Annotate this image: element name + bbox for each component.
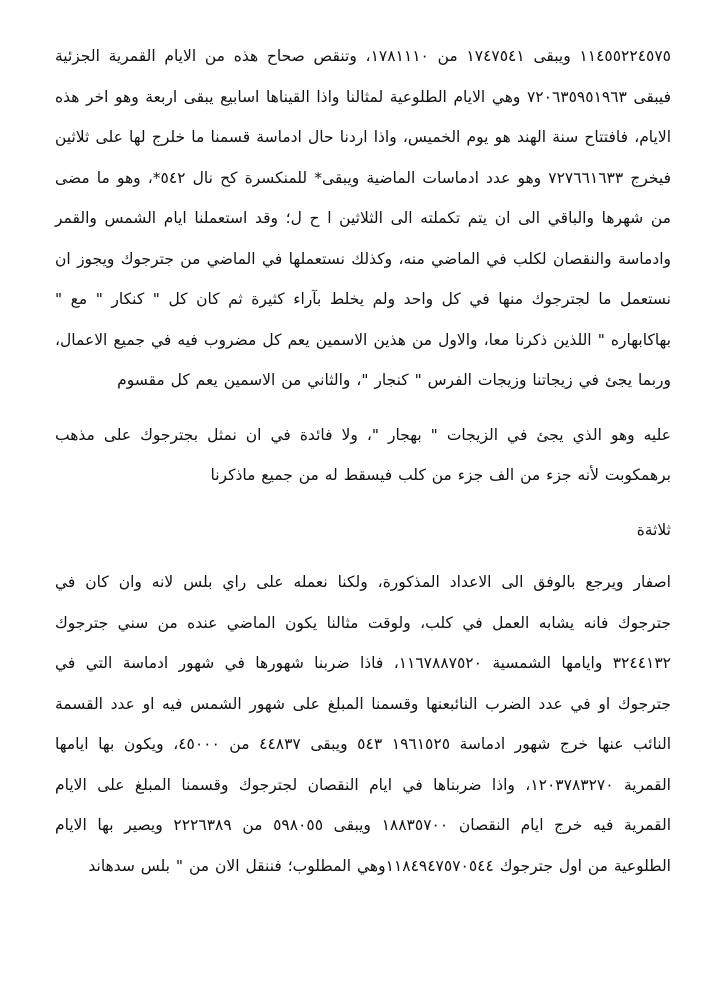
paragraph-2: عليه وهو الذي يجئ في الزيجات " بهجار "، ولا فائدة في ان نمثل بجترجوك على مذهب برهمكوبت لأنه جزء من الف جزء من كلب فيسقط له من جميع ماذكرنا — [55, 425, 671, 484]
section-heading: ثلاثةة — [636, 520, 671, 539]
paragraph-3: اصفار ويرجع بالوفق الى الاعداد المذكورة، ولكنا نعمله على راي بلس لانه وان كان في جترجوك فانه يشابه العمل في كلب، ولوقت مثالنا يكون الماضي عنده من سني جترجوك ٣٢٤٤١٣٢ وايامها الشمسية ١١٦٧٨٨٧٥٢٠، فاذا ضربنا شهورها في شهور ادماسة التي في جترجوك او في عدد الضرب النائبعنها وقسمنا المبلغ على شهور الشمس فيه او عدد القسمة النائب عنها خرج شهور ادماسة ١٩٦١٥٢٥ ٥٤٣ ويبقى ٤٤٨٣٧ من ٤٥٠٠٠، ويكون بها ايامها القمرية ١٢٠٣٧٨٣٢٧٠، واذا ضربناها في ايام النقصان لجترجوك وقسمنا المبلغ على الايام القمرية فيه خرج ايام النقصان ١٨٨٣٥٧٠٠ ويبقى ٥٩٨٠٥٥ من ٢٢٢٦٣٨٩ ويصير بها الايام الطلوعية من اول جترجوك ١١٨٤٩٤٧٥٧٠٥٤٤وهي المطلوب؛ فننقل الان من " بلس سدهاند — [55, 573, 672, 875]
document-page — [55, 36, 671, 886]
paragraph-1: ١١٤٥٥٢٢٤٥٧٥ ويبقى ١٧٤٧٥٤١ من ١٧٨١١١٠، وتنقص صحاح هذه من الايام القمرية الجزئية فيبقى ٧٢٠٦٣٥٩٥١٩٦٣ وهي الايام الطلوعية لمثالنا واذا القيناها اسابيع يبقى اربعة وهو اخر هذه الايام، فافتتاح سنة الهند هو يوم الخميس، واذا اردنا حال ادماسة قسمنا ما خلرج لها على ثلاثين فيخرج ٧٢٧٦٦١٦٣٣ وهو عدد ادماسات الماضية ويبقى* للمنكسرة كح نال ٥٤٢*، وهو ما مضى من شهرها والباقي الى ان يتم تكملته الى الثلاثين ا ح ل؛ وقد استعملنا ايام الشمس والقمر وادماسة والنقصان لكلب في الماضي منه، وكذلك نستعملها في الماضي من جترجوك ويجوز ان نستعمل ما لجترجوك منها في كل واحد ولم يخلط بآراء كثيرة ثم كان كل " كنكار " مع " بهاكابهاره " اللذين ذكرنا معا، والاول من هذين الاسمين يعم كل مضروب فيه في جميع الاعمال، وربما يجئ في زيجاتنا وزيجات الفرس " كنجار "، والثاني من الاسمين يعم كل مقسوم — [55, 47, 672, 389]
